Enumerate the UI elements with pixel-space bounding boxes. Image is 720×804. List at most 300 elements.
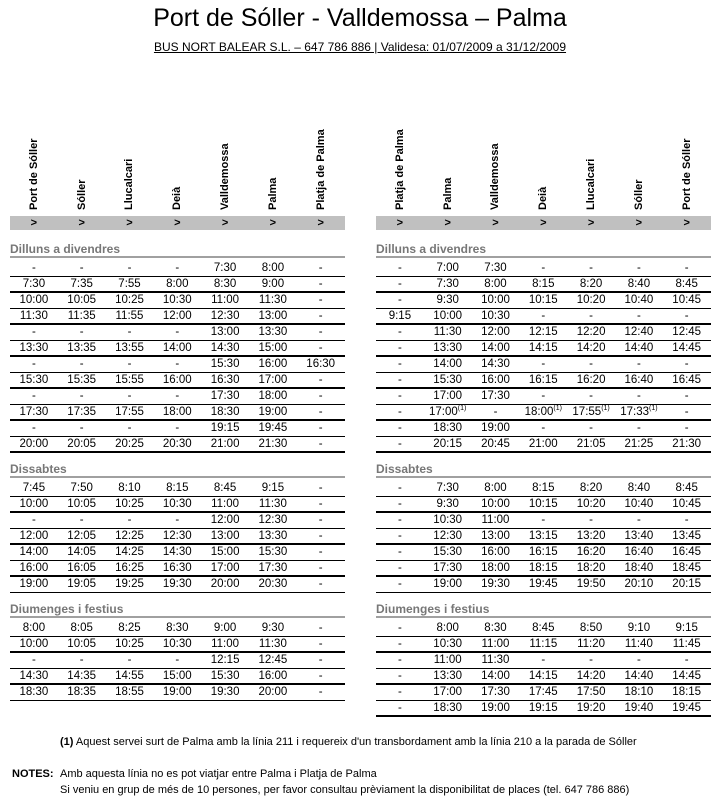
- time-cell: 18:10: [624, 686, 654, 698]
- time-cell: 10:25: [115, 498, 144, 510]
- column-header-cell: [663, 112, 711, 210]
- time-cell: -: [31, 390, 36, 402]
- time-cell: -: [397, 546, 402, 558]
- time-cell: 8:10: [118, 482, 141, 494]
- time-cell: 17:30: [433, 562, 463, 574]
- time-cell: 15:30: [433, 546, 463, 558]
- time-cell: 16:45: [672, 546, 702, 558]
- direction-arrow-icon: >: [396, 217, 404, 229]
- row-divider: [376, 715, 711, 717]
- time-cell: -: [636, 390, 641, 402]
- time-cell: -: [397, 514, 402, 526]
- time-cell: -: [79, 262, 84, 274]
- table-row: [10, 561, 345, 577]
- time-cell: -: [127, 514, 132, 526]
- column-header-cell: [201, 112, 249, 210]
- time-cell: 18:45: [672, 562, 702, 574]
- time-cell: -: [318, 310, 323, 322]
- time-cell: 18:20: [576, 562, 606, 574]
- time-cell: 9:15: [388, 310, 412, 322]
- time-cell: 11:30: [19, 310, 48, 322]
- time-cell: 16:00: [481, 546, 510, 558]
- time-cell: -: [636, 654, 641, 666]
- column-header-cell: [472, 112, 520, 210]
- direction-arrow-icon: >: [635, 217, 643, 229]
- time-cell: 8:15: [166, 482, 189, 494]
- time-cell: 17:30: [481, 686, 510, 698]
- time-cell: -: [318, 422, 323, 434]
- time-cell: -: [589, 358, 593, 370]
- time-cell: 8:30: [166, 622, 189, 634]
- table-row: [376, 421, 711, 437]
- column-header-llucalcari: Llucalcari: [585, 158, 598, 210]
- column-header-palma: Palma: [441, 177, 454, 210]
- direction-arrow-icon: >: [492, 217, 499, 229]
- time-cell: -: [318, 326, 323, 338]
- time-cell: 8:50: [579, 622, 603, 634]
- table-row: [10, 545, 345, 561]
- time-cell: 11:00: [481, 638, 510, 650]
- time-cell: 14:45: [672, 342, 702, 354]
- column-header-llucalcari: Llucalcari: [123, 158, 136, 210]
- time-cell: 9:30: [261, 622, 285, 634]
- time-cell: 15:30: [433, 374, 463, 386]
- time-cell: 13:00: [481, 530, 510, 542]
- time-cell: 20:25: [115, 438, 144, 450]
- time-cell: 11:55: [115, 310, 144, 322]
- time-cell: -: [31, 326, 36, 338]
- time-cell: -: [127, 262, 132, 274]
- time-cell: 14:20: [576, 342, 606, 354]
- time-cell: 19:00: [162, 686, 192, 698]
- time-cell: 14:45: [672, 670, 702, 682]
- time-cell: 19:40: [624, 702, 654, 714]
- time-cell: -: [31, 262, 36, 274]
- time-cell: 8:45: [532, 622, 555, 634]
- time-cell: 10:00: [433, 310, 463, 322]
- table-row: [10, 389, 345, 405]
- time-cell: 19:15: [528, 702, 558, 714]
- time-cell: -: [175, 326, 180, 338]
- time-cell: 8:05: [70, 622, 93, 634]
- time-cell: 19:45: [528, 578, 558, 590]
- time-cell: 12:30: [210, 310, 240, 322]
- time-cell: -: [684, 654, 689, 666]
- time-cell: -: [589, 654, 593, 666]
- time-cell: 21:00: [528, 438, 558, 450]
- time-cell: 11:00: [481, 514, 510, 526]
- time-cell: 17:30: [210, 390, 240, 402]
- table-row: [10, 669, 345, 685]
- table-row: [376, 309, 711, 325]
- footnote-marker: (1): [60, 736, 74, 748]
- time-cell: 16:30: [210, 374, 240, 386]
- table-row: [376, 685, 711, 701]
- time-cell: 8:30: [213, 278, 237, 290]
- time-cell: 12:30: [433, 530, 463, 542]
- time-cell: 14:00: [19, 546, 49, 558]
- time-cell: 19:00: [258, 406, 288, 418]
- time-cell: 16:30: [162, 562, 192, 574]
- time-cell: -: [175, 358, 180, 370]
- time-cell: -: [318, 294, 323, 306]
- time-cell: 14:05: [67, 546, 97, 558]
- time-cell: 12:45: [672, 326, 702, 338]
- time-cell: -: [397, 422, 402, 434]
- time-cell: -: [493, 406, 498, 418]
- direction-arrow-icon: >: [221, 217, 229, 229]
- time-cell: -: [318, 342, 323, 354]
- section-header-dissabtes: [376, 462, 711, 478]
- time-cell: 11:30: [258, 294, 287, 306]
- time-cell: 10:30: [481, 310, 510, 322]
- time-cell: -: [397, 702, 402, 714]
- time-cell: 12:00: [162, 310, 192, 322]
- time-cell: 13:30: [258, 326, 288, 338]
- time-cell: 14:15: [528, 670, 558, 682]
- time-cell: -: [318, 498, 323, 510]
- time-cell: 17:35: [67, 406, 97, 418]
- time-cell: 20:00: [19, 438, 49, 450]
- time-cell: -: [318, 622, 323, 634]
- time-cell: 14:25: [115, 546, 144, 558]
- time-cell: -: [589, 514, 593, 526]
- time-cell: -: [397, 654, 402, 666]
- time-cell: 11:00: [433, 654, 462, 666]
- section-header-dilluns-a-divendres: [10, 242, 345, 258]
- time-cell: -: [31, 654, 36, 666]
- time-cell: 11:30: [433, 326, 462, 338]
- table-row: [376, 341, 711, 357]
- time-cell: -: [79, 326, 84, 338]
- time-cell: -: [397, 562, 402, 574]
- table-row: [10, 513, 345, 529]
- direction-arrow-icon: >: [174, 217, 181, 229]
- section-title: Dilluns a divendres: [376, 242, 487, 256]
- time-cell: 9:00: [261, 278, 285, 290]
- time-cell: -: [79, 654, 84, 666]
- time-cell: -: [589, 390, 593, 402]
- table-row: [10, 309, 345, 325]
- time-cell: 14:15: [528, 342, 558, 354]
- section-divider: [10, 256, 345, 258]
- time-cell: -: [636, 262, 641, 274]
- time-cell: -: [397, 638, 402, 650]
- time-cell: 17:00: [433, 686, 463, 698]
- time-cell: 17:00$^{(1)}$: [429, 405, 467, 418]
- time-cell: 12:25: [115, 530, 144, 542]
- time-cell: 18:30: [433, 702, 463, 714]
- time-cell: -: [397, 670, 402, 682]
- time-cell: 8:45: [675, 482, 698, 494]
- time-cell: 10:30: [162, 294, 192, 306]
- table-row: [376, 325, 711, 341]
- column-header-cell: [519, 112, 567, 210]
- time-cell: -: [318, 638, 323, 650]
- time-cell: 10:25: [115, 294, 144, 306]
- time-cell: -: [31, 358, 36, 370]
- time-cell: -: [318, 562, 323, 574]
- time-cell: -: [397, 622, 402, 634]
- row-divider: [10, 700, 345, 701]
- time-cell: 10:30: [162, 498, 192, 510]
- time-cell: 18:30: [433, 422, 463, 434]
- time-cell: 12:20: [576, 326, 606, 338]
- time-cell: 21:00: [210, 438, 240, 450]
- time-cell: 11:15: [529, 638, 558, 650]
- time-cell: 16:40: [624, 374, 654, 386]
- table-row: [376, 261, 711, 277]
- table-row: [10, 437, 345, 453]
- time-cell: -: [397, 686, 402, 698]
- time-cell: 18:00: [481, 562, 510, 574]
- time-cell: 14:00: [481, 342, 510, 354]
- time-cell: -: [397, 390, 402, 402]
- time-cell: -: [541, 654, 546, 666]
- time-cell: 20:00: [210, 578, 240, 590]
- time-cell: -: [79, 358, 84, 370]
- table-row: [10, 373, 345, 389]
- time-cell: -: [636, 358, 641, 370]
- section-title: Diumenges i festius: [10, 602, 124, 616]
- column-header-cell: [58, 112, 106, 210]
- column-header-cell: [10, 112, 58, 210]
- time-cell: 17:33$^{(1)}$: [620, 405, 658, 418]
- time-cell: 9:30: [436, 498, 459, 510]
- time-cell: 10:45: [672, 498, 702, 510]
- direction-arrow-icon: >: [540, 217, 547, 229]
- time-cell: 7:30: [22, 278, 46, 290]
- column-header-deia: Deià: [537, 186, 550, 210]
- time-cell: 19:30: [162, 578, 192, 590]
- direction-strip: [10, 216, 345, 230]
- table-row: [10, 577, 345, 593]
- table-row: [10, 261, 345, 277]
- time-cell: 10:40: [624, 294, 654, 306]
- time-cell: 12:30: [162, 530, 192, 542]
- table-row: [376, 277, 711, 293]
- time-cell: -: [318, 686, 323, 698]
- time-cell: 18:00: [162, 406, 192, 418]
- time-cell: 15:30: [210, 670, 240, 682]
- time-cell: 13:45: [672, 530, 702, 542]
- time-cell: -: [397, 438, 402, 450]
- time-cell: -: [589, 262, 593, 274]
- column-header-cell: [567, 112, 615, 210]
- time-cell: 14:30: [19, 670, 49, 682]
- time-cell: 17:00: [433, 390, 463, 402]
- time-cell: 19:45: [672, 702, 702, 714]
- time-cell: -: [175, 390, 180, 402]
- time-cell: 21:30: [672, 438, 702, 450]
- time-cell: -: [636, 514, 641, 526]
- column-header-port-de-soller: Port de Sóller: [27, 138, 40, 210]
- notes-line-1: Amb aquesta línia no es pot viatjar entre Palma i Platja de Palma: [60, 768, 377, 780]
- column-header-deia: Deià: [171, 186, 184, 210]
- time-cell: 16:00: [19, 562, 49, 574]
- table-row: [10, 325, 345, 341]
- time-cell: 15:00: [258, 342, 288, 354]
- table-row: [10, 497, 345, 513]
- time-cell: 7:50: [70, 482, 93, 494]
- time-cell: -: [397, 498, 402, 510]
- time-cell: 12:30: [258, 514, 288, 526]
- time-cell: 18:30: [19, 686, 49, 698]
- column-header-cell: [249, 112, 297, 210]
- time-cell: 10:20: [576, 294, 606, 306]
- table-row: [376, 701, 711, 717]
- time-cell: -: [684, 514, 689, 526]
- time-cell: 17:50: [576, 686, 606, 698]
- time-cell: -: [79, 422, 84, 434]
- time-cell: 21:05: [576, 438, 606, 450]
- time-cell: 9:15: [261, 482, 285, 494]
- table-row: [376, 669, 711, 685]
- row-divider: [376, 451, 711, 453]
- time-cell: 19:15: [210, 422, 240, 434]
- time-cell: 9:10: [627, 622, 651, 634]
- time-cell: 14:30: [481, 358, 510, 370]
- section-header-diumenges-i-festius: [376, 602, 711, 618]
- time-cell: 7:45: [22, 482, 46, 494]
- table-row: [10, 405, 345, 421]
- time-cell: 13:20: [576, 530, 606, 542]
- time-cell: -: [175, 654, 180, 666]
- time-cell: 16:40: [624, 546, 654, 558]
- time-cell: 7:30: [213, 262, 237, 274]
- time-cell: 9:00: [213, 622, 237, 634]
- section-title: Diumenges i festius: [376, 602, 490, 616]
- time-cell: -: [318, 262, 323, 274]
- time-cell: 16:45: [672, 374, 702, 386]
- time-cell: 19:05: [67, 578, 97, 590]
- time-cell: -: [175, 514, 180, 526]
- time-cell: 8:00: [484, 482, 507, 494]
- time-cell: -: [318, 530, 323, 542]
- time-cell: 14:35: [67, 670, 97, 682]
- time-cell: 12:00: [481, 326, 510, 338]
- time-cell: -: [127, 422, 132, 434]
- column-headers: [376, 112, 711, 210]
- table-row: [376, 497, 711, 513]
- time-cell: -: [684, 262, 689, 274]
- time-cell: 14:00: [162, 342, 192, 354]
- time-cell: 17:55$^{(1)}$: [572, 405, 610, 418]
- time-cell: -: [127, 326, 132, 338]
- time-cell: 14:30: [210, 342, 240, 354]
- time-cell: 16:05: [67, 562, 97, 574]
- time-cell: 20:30: [162, 438, 192, 450]
- time-cell: 19:00: [481, 422, 510, 434]
- time-cell: 13:30: [258, 530, 288, 542]
- time-cell: 12:00: [19, 530, 49, 542]
- time-cell: 9:15: [675, 622, 698, 634]
- time-cell: -: [79, 390, 84, 402]
- time-cell: 10:05: [67, 498, 97, 510]
- time-cell: -: [397, 262, 402, 274]
- time-cell: 13:55: [115, 342, 144, 354]
- column-header-cell: [424, 112, 472, 210]
- table-row: [376, 561, 711, 577]
- time-cell: -: [684, 310, 689, 322]
- time-cell: 21:25: [624, 438, 654, 450]
- time-cell: 14:55: [115, 670, 144, 682]
- time-cell: 11:40: [624, 638, 653, 650]
- time-cell: 11:00: [211, 498, 240, 510]
- time-cell: -: [318, 278, 323, 290]
- time-cell: 10:20: [576, 498, 606, 510]
- time-cell: 10:30: [162, 638, 192, 650]
- table-row: [376, 529, 711, 545]
- direction-strip: [376, 216, 711, 230]
- time-cell: -: [636, 422, 641, 434]
- time-cell: 20:45: [481, 438, 510, 450]
- time-cell: 13:30: [19, 342, 49, 354]
- section-divider: [376, 616, 711, 618]
- time-cell: 8:45: [213, 482, 237, 494]
- time-cell: 11:30: [258, 638, 287, 650]
- time-cell: 17:00: [210, 562, 240, 574]
- time-cell: 14:30: [162, 546, 192, 558]
- column-header-valldemossa: Valldemossa: [219, 143, 232, 210]
- time-cell: 15:30: [258, 546, 288, 558]
- time-cell: 18:15: [672, 686, 702, 698]
- time-cell: 10:45: [672, 294, 702, 306]
- time-cell: -: [397, 374, 402, 386]
- page-subtitle: BUS NORT BALEAR S.L. – 647 786 886 | Validesa: 01/07/2009 a 31/12/2009: [153, 40, 567, 54]
- section-divider: [376, 256, 711, 258]
- section-title: Dilluns a divendres: [10, 242, 121, 256]
- notes-label: NOTES:: [12, 768, 54, 780]
- time-cell: -: [175, 262, 180, 274]
- section-header-dilluns-a-divendres: [376, 242, 711, 258]
- time-cell: 17:30: [258, 562, 288, 574]
- time-cell: -: [31, 422, 36, 434]
- page-title: Port de Sóller - Valldemossa – Palma: [153, 4, 567, 32]
- time-cell: 18:00: [258, 390, 288, 402]
- time-cell: -: [318, 390, 323, 402]
- time-cell: 17:00: [258, 374, 288, 386]
- time-cell: 16:15: [528, 374, 558, 386]
- direction-arrow-icon: >: [317, 217, 324, 229]
- time-cell: 8:30: [484, 622, 507, 634]
- time-cell: -: [318, 546, 323, 558]
- time-cell: -: [318, 654, 323, 666]
- time-cell: 10:25: [115, 638, 144, 650]
- time-cell: 15:00: [162, 670, 192, 682]
- time-cell: -: [397, 482, 402, 494]
- time-cell: -: [318, 514, 323, 526]
- section-divider: [10, 616, 345, 618]
- time-cell: 10:00: [19, 638, 49, 650]
- time-cell: 11:30: [258, 498, 287, 510]
- time-cell: 13:30: [433, 670, 463, 682]
- time-cell: 8:20: [579, 278, 603, 290]
- time-cell: -: [684, 390, 689, 402]
- time-cell: 14:40: [624, 342, 654, 354]
- table-row: [10, 481, 345, 497]
- time-cell: -: [589, 422, 593, 434]
- time-cell: 13:40: [624, 530, 654, 542]
- column-header-port-de-soller: Port de Sóller: [680, 138, 693, 210]
- row-divider: [10, 451, 345, 453]
- table-row: [10, 421, 345, 437]
- time-cell: 18:40: [624, 562, 654, 574]
- time-cell: 20:15: [433, 438, 463, 450]
- table-row: [376, 621, 711, 637]
- time-cell: 20:15: [672, 578, 702, 590]
- time-cell: 19:50: [576, 578, 606, 590]
